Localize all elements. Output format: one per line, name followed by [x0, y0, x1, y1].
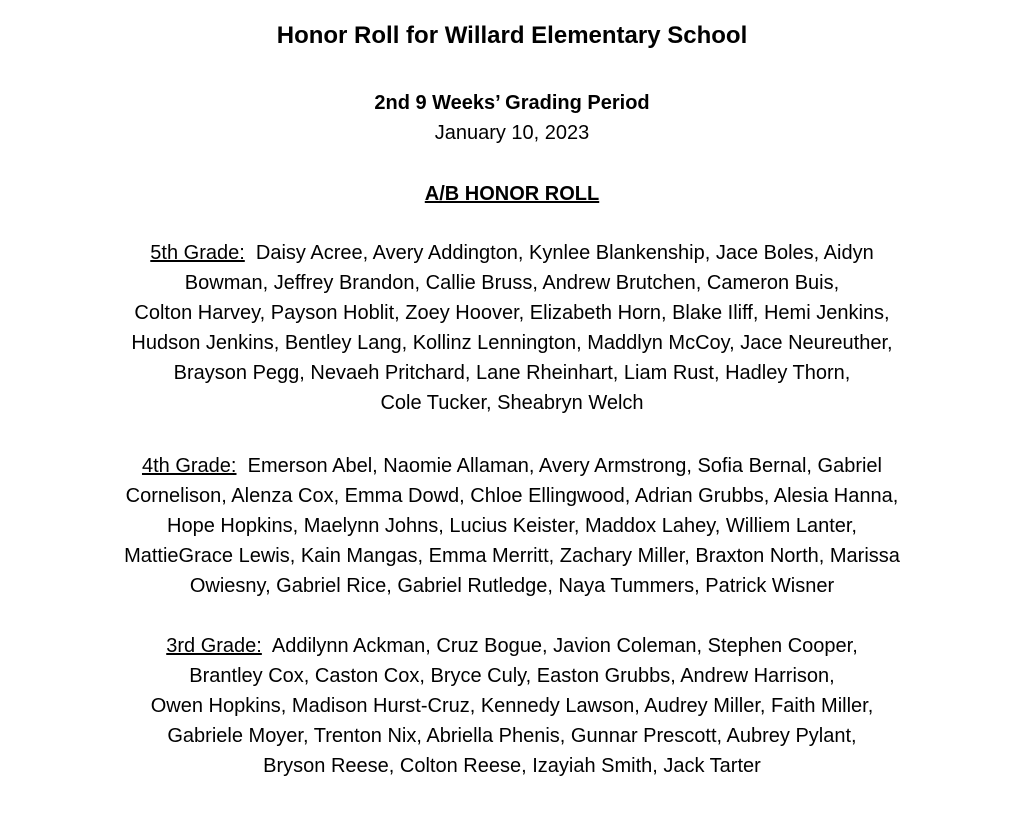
grade-4-line-4: MattieGrace Lewis, Kain Mangas, Emma Merritt, Zachary Miller, Braxton North, Marissa [124, 545, 900, 567]
grade-3-line-1 [0, 631, 1024, 661]
grade-5-line-5: Brayson Pegg, Nevaeh Pritchard, Lane Rheinhart, Liam Rust, Hadley Thorn, [173, 362, 851, 384]
grade-4-line-2: Cornelison, Alenza Cox, Emma Dowd, Chloe Ellingwood, Adrian Grubbs, Alesia Hanna, [125, 485, 899, 507]
grade-3-line-5: Bryson Reese, Colton Reese, Izayiah Smith, Jack Tarter [263, 755, 761, 777]
grade-3-label: 3rd Grade: [166, 635, 262, 657]
grade-3-names: Addilynn Ackman, Cruz Bogue, Javion Coleman, Stephen Cooper, [271, 635, 858, 657]
document-date: January 10, 2023 [434, 122, 590, 144]
grade-3-line-3: Owen Hopkins, Madison Hurst-Cruz, Kennedy Lawson, Audrey Miller, Faith Miller, [150, 695, 874, 717]
grade-5-line-3: Colton Harvey, Payson Hoblit, Zoey Hoover, Elizabeth Horn, Blake Iliff, Hemi Jenkins, [134, 302, 890, 324]
grade-4-line-3: Hope Hopkins, Maelynn Johns, Lucius Keister, Maddox Lahey, Williem Lanter, [167, 515, 857, 537]
document-title: Honor Roll for Willard Elementary School [276, 22, 748, 49]
section-heading: A/B HONOR ROLL [424, 183, 600, 205]
grade-3-line-2: Brantley Cox, Caston Cox, Bryce Culy, Easton Grubbs, Andrew Harrison, [189, 665, 835, 687]
grade-5-block [0, 238, 1024, 418]
grade-5-line-2: Bowman, Jeffrey Brandon, Callie Bruss, Andrew Brutchen, Cameron Buis, [184, 272, 840, 294]
grade-5-line-1 [0, 238, 1024, 268]
grade-4-line-5: Owiesny, Gabriel Rice, Gabriel Rutledge, Naya Tummers, Patrick Wisner [189, 575, 835, 597]
grade-5-line-4: Hudson Jenkins, Bentley Lang, Kollinz Lennington, Maddlyn McCoy, Jace Neureuther, [131, 332, 893, 354]
grade-5-line-6: Cole Tucker, Sheabryn Welch [380, 392, 644, 414]
grade-4-names: Emerson Abel, Naomie Allaman, Avery Armstrong, Sofia Bernal, Gabriel [247, 455, 882, 477]
grade-4-block [0, 451, 1024, 601]
grade-3-line-4: Gabriele Moyer, Trenton Nix, Abriella Phenis, Gunnar Prescott, Aubrey Pylant, [167, 725, 857, 747]
grading-period: 2nd 9 Weeks’ Grading Period [374, 92, 650, 114]
grade-4-line-1 [0, 451, 1024, 481]
grade-5-label: 5th Grade: [150, 242, 245, 264]
grade-5-names: Daisy Acree, Avery Addington, Kynlee Blankenship, Jace Boles, Aidyn [255, 242, 874, 264]
grade-4-label: 4th Grade: [141, 455, 237, 477]
grade-3-block [0, 631, 1024, 781]
